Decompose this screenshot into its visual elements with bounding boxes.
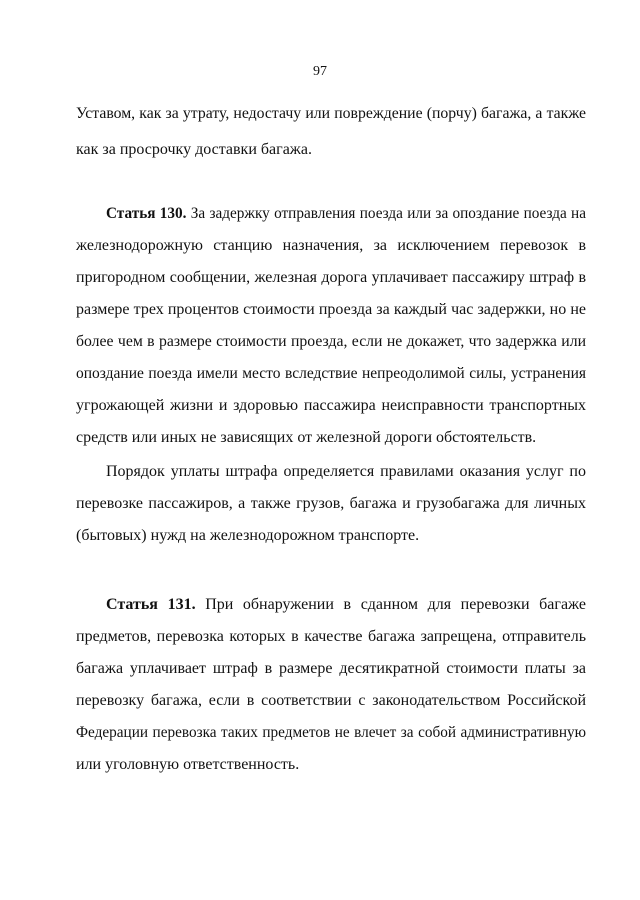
text-line: предметов, перевозка которых в качестве багажа запрещена, отправитель [76,628,586,645]
text-line: пригородном сообщении, железная дорога уплачивает пассажиру штраф в [76,269,586,286]
text-line: Федерации перевозка таких предметов не влечет за собой административную [76,724,586,741]
text-line: более чем в размере стоимости проезда, если не докажет, что задержка или [76,333,586,350]
text-line: багажа уплачивает штраф в размере десятикратной стоимости платы за [76,660,586,677]
text-line: угрожающей жизни и здоровью пассажира неисправности транспортных [76,397,586,414]
text-line: размере трех процентов стоимости проезда за каждый час задержки, но не [76,301,586,318]
article-131-first-line: При обнаружении в сданном для перевозки багаже [205,596,586,613]
article-131-heading-line [106,595,586,615]
page-number: 97 [313,64,327,79]
article-131-label: Статья 131. [106,596,196,613]
text-line: (бытовых) нужд на железнодорожном транспорте. [76,527,420,544]
article-130-heading-line [106,204,586,224]
text-line: Порядок уплаты штрафа определяется правилами оказания услуг по [106,463,586,480]
text-line: как за просрочку доставки багажа. [76,141,312,158]
text-line: средств или иных не зависящих от железной дороги обстоятельств. [76,429,537,446]
text-line: опоздание поезда имели место вследствие непреодолимой силы, устранения [76,365,586,382]
text-line: или уголовную ответственность. [76,756,300,773]
text-line: перевозку багажа, если в соответствии с законодательством Российской [76,692,586,709]
article-130-label: Статья 130. [106,205,187,222]
article-130-first-line: За задержку отправления поезда или за опоздание поезда на [190,205,586,222]
text-line: железнодорожную станцию назначения, за исключением перевозок в [76,237,586,254]
text-line: Уставом, как за утрату, недостачу или повреждение (порчу) багажа, а также [76,105,586,122]
text-line: перевозке пассажиров, а также грузов, багажа и грузобагажа для личных [76,495,586,512]
